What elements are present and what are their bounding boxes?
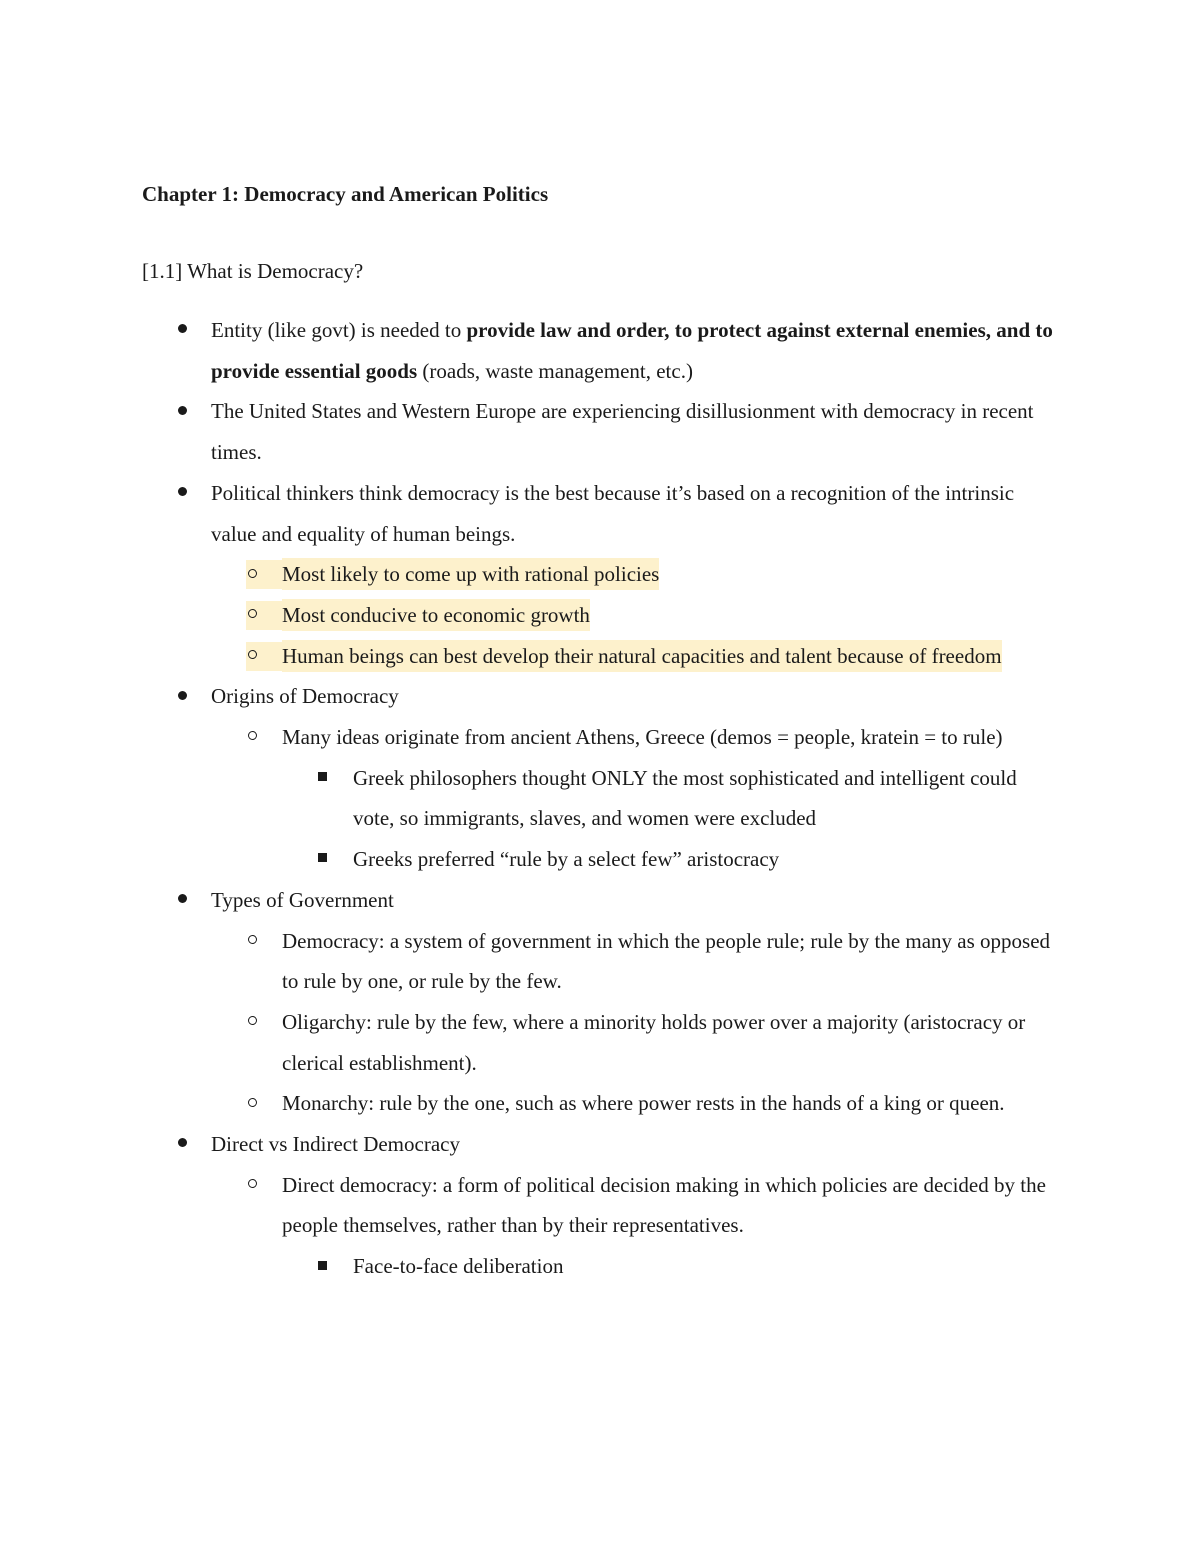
list-item: [0, 1083, 1062, 1124]
list-item-highlighted: [0, 636, 1062, 677]
notes-list: [0, 310, 1200, 1287]
list-item: [0, 880, 1061, 921]
origins-label: Origins of Democracy: [211, 684, 399, 709]
entity-text-post: (roads, waste management, etc.): [417, 358, 693, 383]
bullet-dot-icon: [178, 880, 187, 921]
bullet-circle-icon: [248, 717, 257, 758]
section-heading: [1.1] What is Democracy?: [142, 259, 364, 283]
list-item: [0, 1165, 1062, 1246]
bullet-circle-icon: [248, 554, 257, 595]
bullet-dot-icon: [178, 1124, 187, 1165]
bullet-circle-icon: [248, 595, 257, 636]
bullet-circle-icon: [248, 1002, 257, 1043]
type-text: Democracy: a system of government in which the people rule; rule by the many as opposed to rule by one, or rule by the few.: [282, 928, 1051, 994]
list-item: [0, 1124, 1061, 1165]
bullet-dot-icon: [178, 473, 187, 514]
thinkers-text: Political thinkers think democracy is the best because it’s based on a recognition of the intrinsic value and equality of human beings.: [211, 480, 1015, 546]
greek-text: Greek philosophers thought ONLY the most sophisticated and intelligent could vote, so immigrants, slaves, and women were excluded: [353, 765, 1017, 831]
bullet-square-icon: [318, 839, 327, 880]
list-item: [0, 310, 1061, 391]
type-text: Oligarchy: rule by the few, where a minority holds power over a majority (aristocracy or clerical establishment).: [282, 1009, 1026, 1075]
types-label: Types of Government: [211, 887, 394, 912]
list-item: [0, 473, 1061, 554]
type-text: Monarchy: rule by the one, such as where power rests in the hands of a king or queen.: [282, 1091, 1005, 1116]
greek-text: Greeks preferred “rule by a select few” aristocracy: [353, 847, 780, 872]
document-title: Chapter 1: Democracy and American Politics: [142, 182, 549, 206]
bullet-dot-icon: [178, 391, 187, 432]
bullet-square-icon: [318, 1246, 327, 1287]
list-item-highlighted: [0, 554, 1062, 595]
bullet-circle-icon: [248, 636, 257, 677]
athens-text: Many ideas originate from ancient Athens, Greece (demos = people, kratein = to rule): [282, 725, 1003, 750]
list-item: [0, 717, 1062, 758]
direct-definition: Direct democracy: a form of political decision making in which policies are decided by the people themselves, rather than by their representatives.: [282, 1172, 1046, 1238]
bullet-circle-icon: [248, 1165, 257, 1206]
list-item: [0, 839, 1063, 880]
bullet-circle-icon: [248, 921, 257, 962]
entity-text-bold: provide law and order, to protect against external enemies, and to provide essential goods: [211, 318, 1053, 383]
bullet-square-icon: [318, 758, 327, 799]
highlighted-text: Most likely to come up with rational policies: [282, 558, 659, 590]
bullet-circle-icon: [248, 1083, 257, 1124]
list-item: [0, 921, 1062, 1002]
highlighted-text: Most conducive to economic growth: [282, 599, 590, 631]
list-item-highlighted: [0, 595, 1062, 636]
direct-label: Direct vs Indirect Democracy: [211, 1132, 460, 1157]
entity-text-pre: Entity (like govt) is needed to: [211, 318, 467, 342]
bullet-dot-icon: [178, 310, 187, 351]
list-item: [0, 758, 1063, 839]
list-item: [0, 676, 1061, 717]
list-item: [0, 1246, 1063, 1287]
list-item: [0, 391, 1061, 472]
highlighted-text: Human beings can best develop their natural capacities and talent because of freedom: [282, 640, 1002, 672]
direct-sub-text: Face-to-face deliberation: [353, 1254, 564, 1279]
list-item: [0, 1002, 1062, 1083]
bullet-dot-icon: [178, 676, 187, 717]
disillusion-text: The United States and Western Europe are experiencing disillusionment with democracy in recent times.: [211, 399, 1034, 465]
